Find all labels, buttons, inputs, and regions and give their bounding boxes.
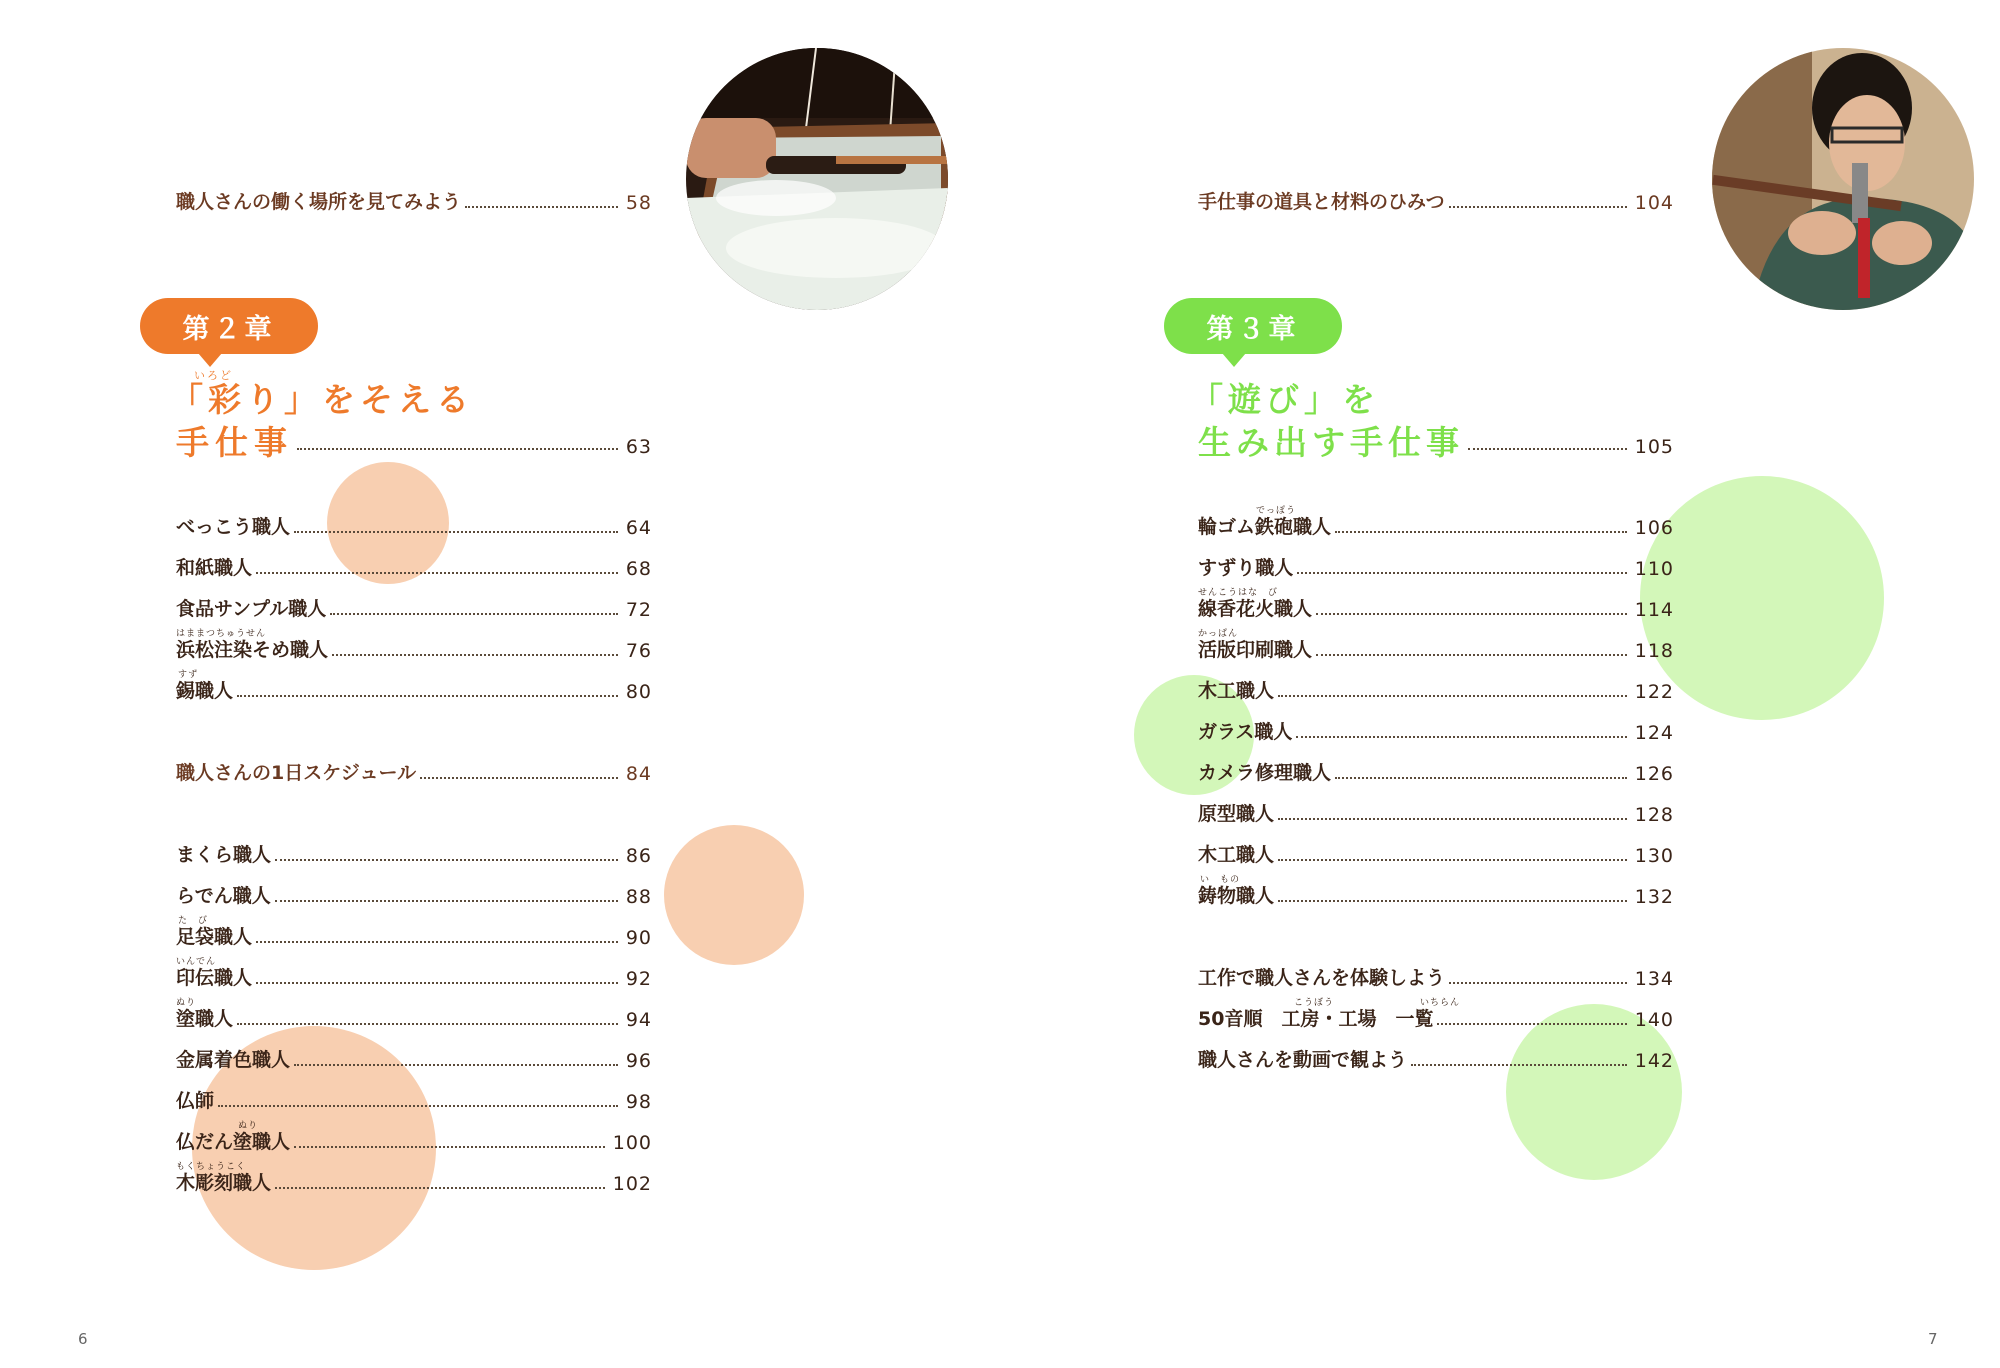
peach-circle-medium xyxy=(664,825,804,965)
toc-item-page: 134 xyxy=(1634,968,1674,990)
chapter-2-badge xyxy=(140,298,318,354)
toc-item-page: 80 xyxy=(625,681,652,703)
toc-item-label: すずり職人 xyxy=(1198,557,1294,579)
toc-item-chapter-3[interactable] xyxy=(1198,420,1674,464)
chapter-3-title-line2: 生み出す手仕事 xyxy=(1198,423,1464,462)
toc-item-text: 鋳物職人 xyxy=(1198,885,1275,907)
furigana: た び xyxy=(178,916,209,926)
toc-item-label: 仏師 xyxy=(176,1090,215,1112)
toc-item-index[interactable] xyxy=(1198,998,1674,1031)
toc-item-tools[interactable] xyxy=(1198,184,1674,214)
dot-leader xyxy=(275,900,618,902)
toc-item-text: 輪ゴム鉄砲職人 xyxy=(1198,516,1332,538)
craftsman-photo xyxy=(1712,48,1974,310)
dot-leader xyxy=(1437,1023,1626,1025)
toc-item-page: 100 xyxy=(612,1132,652,1154)
dot-leader xyxy=(332,654,618,656)
dot-leader xyxy=(275,1187,605,1189)
toc-item-label: 食品サンプル職人 xyxy=(176,598,327,620)
toc-item-page: 68 xyxy=(625,558,652,580)
toc-item-mokkou-1[interactable] xyxy=(1198,673,1674,703)
dot-leader xyxy=(1468,448,1627,450)
toc-item-imono[interactable] xyxy=(1198,875,1674,908)
dot-leader xyxy=(1335,531,1627,533)
furigana: せんこうはな び xyxy=(1198,588,1279,598)
furigana: すず xyxy=(178,670,199,680)
toc-item-hamamatsu-chusen[interactable] xyxy=(176,629,652,662)
toc-item-text: 50音順 工房・工場 一覧 xyxy=(1198,1008,1434,1030)
dot-leader xyxy=(1449,982,1627,984)
toc-item-label xyxy=(1198,998,1461,1031)
toc-item-label: 職人さんの1日スケジュール xyxy=(176,762,417,784)
badge-tail xyxy=(198,353,222,367)
toc-item-page: 124 xyxy=(1634,722,1674,744)
chapter-3-title-line1: 「遊び」を xyxy=(1190,380,1380,419)
dot-leader xyxy=(256,982,618,984)
toc-item-label: 木工職人 xyxy=(1198,680,1275,702)
dot-leader xyxy=(294,531,618,533)
toc-item-label: 木工職人 xyxy=(1198,844,1275,866)
toc-item-kappan[interactable] xyxy=(1198,629,1674,662)
toc-item-page: 110 xyxy=(1634,558,1674,580)
toc-item-mokkou-2[interactable] xyxy=(1198,837,1674,867)
toc-item-page: 118 xyxy=(1634,640,1674,662)
dot-leader xyxy=(465,206,618,208)
toc-item-kousaku[interactable] xyxy=(1198,960,1674,990)
toc-item-label xyxy=(176,1121,294,1154)
toc-item-bekko[interactable] xyxy=(176,509,652,539)
toc-item-label: ガラス職人 xyxy=(1198,721,1293,743)
toc-item-label xyxy=(176,916,256,949)
toc-item-page: 102 xyxy=(612,1173,652,1195)
toc-item-page: 88 xyxy=(625,886,652,908)
toc-item-tabi[interactable] xyxy=(176,916,652,949)
toc-item-label xyxy=(176,670,237,703)
toc-item-text: 浜松注染そめ職人 xyxy=(176,639,329,661)
toc-item-page: 96 xyxy=(625,1050,652,1072)
toc-item-busshi[interactable] xyxy=(176,1083,652,1113)
dot-leader xyxy=(218,1105,618,1107)
toc-item-page: 106 xyxy=(1634,517,1674,539)
toc-item-label: 原型職人 xyxy=(1198,803,1275,825)
toc-item-label: 手仕事の道具と材料のひみつ xyxy=(1198,191,1445,213)
badge-tail xyxy=(1222,353,1246,367)
dot-leader xyxy=(256,941,618,943)
toc-item-label: らでん職人 xyxy=(176,885,271,907)
toc-item-page: 105 xyxy=(1634,436,1674,458)
toc-item-inden[interactable] xyxy=(176,957,652,990)
toc-item-senkou-hanabi[interactable] xyxy=(1198,588,1674,621)
toc-item-page: 63 xyxy=(625,436,652,458)
toc-item-text: 木彫刻職人 xyxy=(176,1172,272,1194)
toc-item-text: 錫職人 xyxy=(176,680,234,702)
toc-item-page: 104 xyxy=(1634,192,1674,214)
toc-item-page: 114 xyxy=(1634,599,1674,621)
dot-leader xyxy=(1411,1064,1627,1066)
chapter-2-badge-label: 第２章 xyxy=(182,313,276,345)
toc-item-page: 58 xyxy=(625,192,652,214)
toc-item-text: 線香花火職人 xyxy=(1198,598,1313,620)
dot-leader xyxy=(1449,206,1627,208)
toc-item-nuri[interactable] xyxy=(176,998,652,1031)
toc-item-suzuri[interactable] xyxy=(1198,550,1674,580)
toc-item-genkei[interactable] xyxy=(1198,796,1674,826)
toc-item-page: 98 xyxy=(625,1091,652,1113)
toc-item-label xyxy=(176,629,332,662)
toc-item-label: 和紙職人 xyxy=(176,557,253,579)
toc-item-butsudan[interactable] xyxy=(176,1121,652,1154)
furigana: い もの xyxy=(1200,875,1241,885)
toc-item-text: 活版印刷職人 xyxy=(1198,639,1313,661)
furigana: いちらん xyxy=(1420,998,1461,1008)
toc-item-videos[interactable] xyxy=(1198,1042,1674,1072)
toc-item-text: 塗職人 xyxy=(176,1008,234,1030)
toc-item-page: 76 xyxy=(625,640,652,662)
dot-leader xyxy=(237,695,618,697)
furigana: はままつちゅうせん xyxy=(176,629,267,639)
toc-item-label xyxy=(1198,875,1278,908)
chapter-2-title-line1: 「彩り」をそえる xyxy=(170,380,474,419)
toc-item-label xyxy=(176,1162,275,1195)
toc-item-makura[interactable] xyxy=(176,837,652,867)
toc-item-page: 126 xyxy=(1634,763,1674,785)
toc-item-label: べっこう職人 xyxy=(176,516,291,538)
dot-leader xyxy=(275,859,618,861)
page-number-right: 7 xyxy=(1928,1330,1938,1348)
chapter-2-title-line2: 手仕事 xyxy=(176,423,293,462)
dot-leader xyxy=(294,1146,605,1148)
toc-item-text: 印伝職人 xyxy=(176,967,253,989)
dot-leader xyxy=(1316,654,1627,656)
dot-leader xyxy=(330,613,618,615)
toc-item-page: 142 xyxy=(1634,1050,1674,1072)
dot-leader xyxy=(1335,777,1627,779)
toc-item-mokuchoukoku[interactable] xyxy=(176,1162,652,1195)
furigana: もくちょうこく xyxy=(176,1162,247,1172)
toc-item-label: 工作で職人さんを体験しよう xyxy=(1198,967,1446,989)
toc-item-camera-repair[interactable] xyxy=(1198,755,1674,785)
dot-leader xyxy=(294,1064,618,1066)
toc-item-page: 132 xyxy=(1634,886,1674,908)
mint-circle-large xyxy=(1640,476,1884,720)
dot-leader xyxy=(1278,900,1627,902)
toc-item-label: カメラ修理職人 xyxy=(1198,762,1332,784)
toc-item-page: 122 xyxy=(1634,681,1674,703)
chapter-2-title-ruby: いろど xyxy=(194,369,233,382)
toc-item-raden[interactable] xyxy=(176,878,652,908)
toc-item-text: 仏だん塗職人 xyxy=(176,1131,291,1153)
toc-item-page: 72 xyxy=(625,599,652,621)
toc-item-page: 64 xyxy=(625,517,652,539)
dot-leader xyxy=(297,448,618,450)
toc-item-chapter-2[interactable] xyxy=(176,420,652,464)
dot-leader xyxy=(420,777,618,779)
toc-item-metal-coloring[interactable] xyxy=(176,1042,652,1072)
page-number-left: 6 xyxy=(78,1330,88,1348)
dot-leader xyxy=(1278,859,1627,861)
dot-leader xyxy=(1278,818,1627,820)
toc-item-page: 84 xyxy=(625,763,652,785)
toc-item-page: 128 xyxy=(1634,804,1674,826)
furigana: ぬり xyxy=(176,998,197,1008)
chapter-3-badge-label: 第３章 xyxy=(1206,313,1300,345)
dot-leader xyxy=(1296,736,1626,738)
furigana: いんでん xyxy=(176,957,217,967)
toc-item-label xyxy=(1198,506,1335,539)
toc-item-label: 金属着色職人 xyxy=(176,1049,291,1071)
toc-item-label: 職人さんの働く場所を見てみよう xyxy=(176,191,462,213)
dot-leader xyxy=(1297,572,1627,574)
toc-item-page: 86 xyxy=(625,845,652,867)
dot-leader xyxy=(1316,613,1627,615)
dot-leader xyxy=(237,1023,618,1025)
toc-item-text: 足袋職人 xyxy=(176,926,253,948)
toc-item-label xyxy=(1198,588,1316,621)
toc-item-label: 職人さんを動画で観よう xyxy=(1198,1049,1408,1071)
furigana: でっぽう xyxy=(1256,506,1297,516)
toc-item-glass[interactable] xyxy=(1198,714,1674,744)
furigana: ぬり xyxy=(238,1121,259,1131)
furigana: かっぱん xyxy=(1198,629,1239,639)
papermaking-photo xyxy=(686,48,948,310)
toc-item-workplace[interactable] xyxy=(176,184,652,214)
toc-item-label: まくら職人 xyxy=(176,844,272,866)
toc-item-rubber-gun[interactable] xyxy=(1198,506,1674,539)
dot-leader xyxy=(256,572,618,574)
toc-item-suzu[interactable] xyxy=(176,670,652,703)
toc-item-label xyxy=(1198,629,1316,662)
dot-leader xyxy=(1278,695,1627,697)
toc-item-page: 92 xyxy=(625,968,652,990)
toc-item-page: 130 xyxy=(1634,845,1674,867)
furigana: こうぼう xyxy=(1294,998,1335,1008)
chapter-3-badge xyxy=(1164,298,1342,354)
toc-item-schedule[interactable] xyxy=(176,755,652,785)
toc-item-food-sample[interactable] xyxy=(176,591,652,621)
toc-item-washi[interactable] xyxy=(176,550,652,580)
toc-item-label xyxy=(176,998,237,1031)
toc-item-page: 90 xyxy=(625,927,652,949)
toc-item-page: 94 xyxy=(625,1009,652,1031)
toc-item-page: 140 xyxy=(1634,1009,1674,1031)
toc-item-label xyxy=(176,957,256,990)
